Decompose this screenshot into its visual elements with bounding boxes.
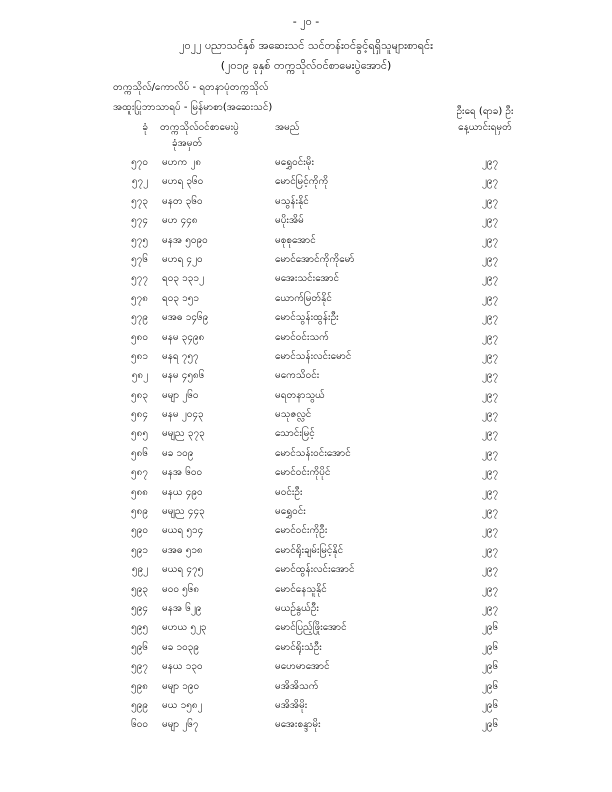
column-header-exam-id-sub: ခုံအမှတ် — [172, 138, 203, 149]
row-number: ၆၀၀ — [131, 719, 148, 731]
score: ၂၉၆ — [481, 622, 499, 634]
list-item — [0, 679, 612, 698]
page-number: - ၂၀ - — [292, 15, 320, 28]
exam-id: မမျာ ၂၆၇ — [162, 719, 199, 731]
row-number: ၅၇၃ — [131, 195, 148, 207]
row-number: ၅၇၇ — [131, 273, 148, 285]
row-number: ၅၈၅ — [131, 428, 148, 440]
list-item — [0, 233, 612, 252]
list-item — [0, 368, 612, 387]
student-name: မစုစုအောင် — [275, 234, 316, 246]
student-name: ယောက်မြတ်နိုင် — [275, 292, 332, 304]
student-name: မဟေမာအောင် — [275, 661, 330, 673]
exam-id: မနယ ၄၉၀ — [162, 486, 203, 498]
list-item — [0, 717, 612, 736]
student-name: မောင်ဝင်းကိုပိုင် — [275, 467, 331, 479]
list-item — [0, 698, 612, 717]
document-title: ၂၀၂၂ ပညာသင်နှစ် အဆေးသင် သင်တန်းဝင်ခွင့်ရရှိသူများစာရင်း — [179, 39, 433, 52]
row-number: ၅၉၈ — [131, 680, 148, 692]
row-number: ၅၇၄ — [131, 215, 148, 227]
row-number: ၅၈၇ — [131, 467, 148, 479]
exam-id: မအဓ ၅၁၈ — [162, 544, 203, 556]
exam-id: မနတ ၃၆၀ — [162, 195, 203, 207]
row-number: ၅၈၉ — [131, 506, 148, 518]
exam-id: မခ ၁၀၃၉ — [162, 641, 200, 653]
list-item — [0, 407, 612, 426]
list-item — [0, 601, 612, 620]
student-name: မောင်ထွန်းလင်းအောင် — [275, 564, 355, 576]
score: ၂၉၆ — [481, 699, 499, 711]
score: ၂၉၇ — [481, 486, 499, 498]
student-list — [0, 155, 612, 737]
student-name: မောင်သန်းဝင်းအောင် — [275, 447, 351, 459]
score-header-line2: နေ့ယာင်းရမှတ် — [458, 122, 512, 133]
list-item — [0, 310, 612, 329]
student-name: မအိအိမိုး — [275, 699, 308, 711]
list-item — [0, 543, 612, 562]
exam-id: မနအ ၆၂၉ — [162, 602, 202, 614]
column-header-name: အမည် — [275, 122, 300, 133]
list-item — [0, 562, 612, 581]
score: ၂၉၇ — [481, 176, 499, 188]
list-item — [0, 155, 612, 174]
student-name: မောင်အောင်ကိုကိုမော် — [275, 253, 355, 265]
row-number: ၅၇၆ — [131, 253, 148, 265]
list-item — [0, 194, 612, 213]
list-item — [0, 504, 612, 523]
list-item — [0, 349, 612, 368]
score: ၂၉၇ — [481, 273, 499, 285]
score: ၂၉၇ — [481, 447, 499, 459]
exam-id: မယရ ၄၇၅ — [162, 564, 204, 576]
column-header-no: ခုံ — [142, 122, 148, 133]
row-number: ၅၉၅ — [131, 622, 148, 634]
exam-id: မဟရ ၄၂၀ — [162, 253, 203, 265]
score: ၂၉၇ — [481, 428, 499, 440]
student-name: မရွှေဝင်းမိုး — [275, 157, 315, 168]
student-name: သောင်းမြင့် — [275, 428, 315, 440]
exam-id: မအဓ ၁၄၆၉ — [162, 312, 209, 324]
row-number: ၅၈၀ — [131, 331, 148, 343]
student-name: မသွန်းနိုင် — [275, 195, 309, 207]
score: ၂၉၇ — [481, 312, 499, 324]
student-name: မသုဇလ္လင် — [275, 409, 312, 421]
list-item — [0, 446, 612, 465]
score: ၂၉၇ — [481, 331, 499, 343]
student-name: မအေးသင်းအောင် — [275, 273, 340, 285]
student-name: မဝင်းဦး — [275, 486, 303, 498]
score: ၂၉၇ — [481, 370, 499, 382]
exam-id: မမျည ၄၄၃ — [162, 506, 205, 518]
exam-id: မနမ ၃၄၉၈ — [162, 331, 205, 343]
student-name: မယဉ်နွယ်ဦး — [275, 602, 319, 614]
row-number: ၅၉၁ — [131, 544, 148, 556]
student-name: မပိုးအိမ် — [275, 215, 304, 227]
major-subject-line: အထူးပြုဘာသာရပ် - မြန်မာစာ(အဆေးသင်) — [113, 102, 273, 113]
row-number: ၅၉၄ — [131, 602, 148, 614]
row-number: ၅၈၈ — [130, 486, 148, 498]
list-item — [0, 174, 612, 193]
student-name: မောင်ဝင်းကိုဦး — [275, 525, 328, 537]
row-number: ၅၇၂ — [131, 176, 148, 188]
score: ၂၉၇ — [481, 389, 499, 401]
exam-id: မယ ၁၅၈၂ — [162, 699, 203, 711]
row-number: ၅၇၉ — [131, 312, 148, 324]
exam-id: မနအ ၆၀၀ — [162, 467, 203, 479]
score: ၂၉၇ — [481, 157, 499, 168]
score: ၂၉၇ — [481, 409, 499, 421]
row-number: ၅၈၃ — [131, 389, 148, 401]
score: ၂၉၇ — [481, 525, 499, 537]
document-subtitle: (၂၀၁၉ ခုနှစ် တက္ကသိုလ်ဝင်စာမေးပွဲအောင်) — [220, 59, 392, 72]
exam-id: မဟယ ၅၂၃ — [162, 622, 207, 634]
score: ၂၉၇ — [481, 467, 499, 479]
score: ၂၉၇ — [481, 215, 499, 227]
row-number: ၅၉၂ — [131, 564, 148, 576]
list-item — [0, 330, 612, 349]
student-name: မောင်ဝင်းသက် — [275, 331, 329, 343]
student-name: မကေသိဝင်း — [275, 370, 320, 382]
score: ၂၉၇ — [481, 602, 499, 614]
student-name: မောင်သန်းလင်းမောင် — [275, 350, 352, 362]
list-item — [0, 485, 612, 504]
list-item — [0, 465, 612, 484]
row-number: ၅၈၆ — [131, 447, 148, 459]
student-name: မောင်ရိုးသံဦး — [275, 641, 322, 653]
row-number: ၅၇၀ — [131, 157, 148, 168]
student-name: မောင်မြင့်ကိုကို — [275, 176, 329, 188]
exam-id: ရဝ၃ ၁၅၁ — [162, 292, 200, 304]
exam-id: မခ ၁၀၉ — [162, 447, 194, 459]
score: ၂၉၇ — [481, 583, 499, 595]
score: ၂၉၇ — [481, 544, 499, 556]
row-number: ၅၈၂ — [131, 370, 148, 382]
list-item — [0, 426, 612, 445]
score: ၂၉၇ — [481, 292, 499, 304]
list-item — [0, 271, 612, 290]
student-name: မအိအိသက် — [275, 680, 319, 692]
student-name: မောင်ရိုးချမ်းမြင့်နိုင် — [275, 544, 344, 556]
score: ၂၉၆ — [481, 680, 499, 692]
exam-id: မနမ ၂၀၄၃ — [162, 409, 204, 421]
score: ၂၉၇ — [481, 253, 499, 265]
exam-id: မနယ ၁၃၀ — [162, 661, 203, 673]
list-item — [0, 640, 612, 659]
exam-id: မမျာ ၁၉၀ — [162, 680, 200, 692]
student-name: မောင်နေသူနိုင် — [275, 583, 327, 595]
row-number: ၅၈၁ — [131, 350, 148, 362]
score: ၂၉၇ — [481, 234, 499, 246]
row-number: ၅၉၇ — [131, 661, 148, 673]
list-item — [0, 523, 612, 542]
student-name: မောင်သွန်းထွန်းဦး — [275, 312, 339, 324]
exam-id: မမျာ ၂၆၀ — [162, 389, 199, 401]
list-item — [0, 213, 612, 232]
score: ၂၉၇ — [481, 564, 499, 576]
list-item — [0, 291, 612, 310]
list-item — [0, 620, 612, 639]
list-item — [0, 252, 612, 271]
list-item — [0, 659, 612, 678]
score: ၂၉၇ — [481, 195, 499, 207]
list-item — [0, 388, 612, 407]
row-number: ၅၉၃ — [131, 583, 148, 595]
university-line: တက္ကသိုလ်/ကောလိပ် - ရတနာပုံတက္ကသိုလ် — [113, 82, 269, 93]
row-number: ၅၉၉ — [131, 699, 148, 711]
exam-id: မနရ ၇၅၇ — [162, 350, 199, 362]
row-number: ၅၇၅ — [131, 234, 148, 246]
exam-id: မယရ ၅၁၄ — [162, 525, 204, 537]
score: ၂၉၆ — [481, 641, 499, 653]
row-number: ၅၉၆ — [131, 641, 148, 653]
exam-id: မမျည ၃၇၃ — [162, 428, 205, 440]
row-number: ၅၈၄ — [131, 409, 148, 421]
exam-id: မဝ၀ ၅၆၈ — [162, 583, 200, 595]
row-number: ၅၉၀ — [131, 525, 148, 537]
student-name: မရတနာသွယ် — [275, 389, 325, 401]
score: ၂၉၆ — [481, 719, 499, 731]
row-number: ၅၇၈ — [131, 292, 148, 304]
exam-id: မဟ ၄၄၈ — [162, 215, 198, 227]
score: ၂၉၇ — [481, 506, 499, 518]
score-header-line1: ဦးရေ (ရာခ) ဦး — [456, 106, 514, 117]
exam-id: မဟက ၂၈ — [162, 157, 202, 168]
student-name: မအေးစန္ဒာမိုး — [275, 719, 321, 731]
student-name: မောင်ပြည့်ဖြိုးအောင် — [275, 622, 347, 634]
student-name: မရွှေဝင်း — [275, 506, 306, 518]
score: ၂၉၇ — [481, 350, 499, 362]
exam-id: ရဝ၃ ၁၃၁၂ — [162, 273, 204, 285]
exam-id: မနမ ၄၅၈၆ — [162, 370, 205, 382]
exam-id: မဟရ ၃၆၀ — [162, 176, 204, 188]
column-header-exam-id: တက္ကသိုလ်ဝင်စာမေးပွဲ — [160, 122, 239, 133]
list-item — [0, 582, 612, 601]
score: ၂၉၆ — [481, 661, 499, 673]
exam-id: မနအ ၅၀၉၀ — [162, 234, 208, 246]
